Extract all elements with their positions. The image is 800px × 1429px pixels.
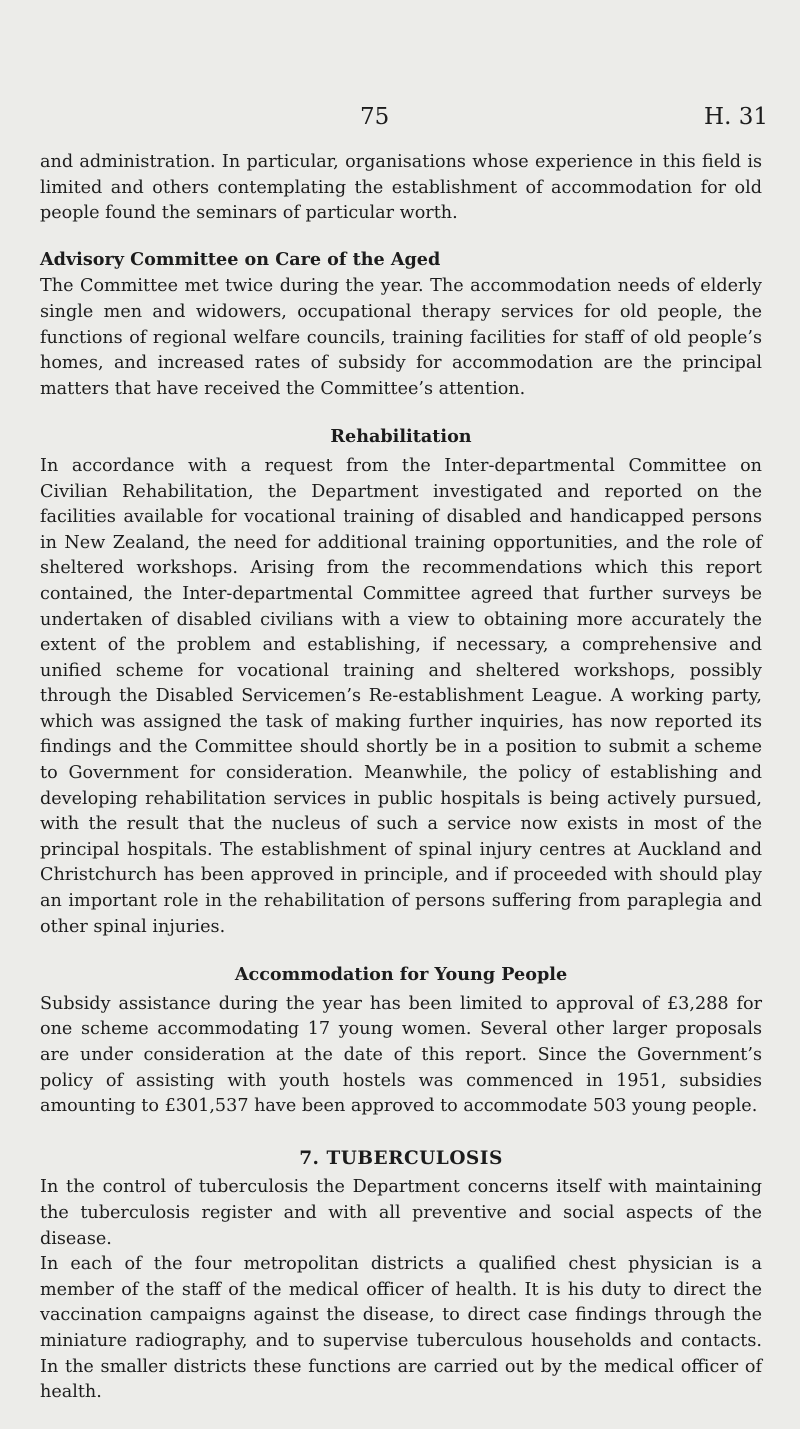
tuberculosis-paragraph-2: In each of the four metropolitan districts a qualified chest physician is a member of the staff of the medical officer of health. It is his duty to direct the vaccination campaigns against the disease, to direct case findings through the miniature radiography, and to supervise tuberculous households and contacts. In the smaller districts these functions are carried out by the medical officer of health. xyxy=(40,1254,762,1403)
young-people-paragraph: Subsidy assistance during the year has been limited to approval of £3,288 for one scheme accommodating 17 young women. Several other larger proposals are under consideration at the date of this report. Since the Government’s policy of assisting with youth hostels was commenced in 1951, subsidies amounting to £301,537 have been approved to accommodate 503 young people. xyxy=(40,993,762,1117)
rehabilitation-paragraph: In accordance with a request from the Inter-departmental Committee on Civilian Rehabilitation, the Department investigated and reported on the facilities available for vocational training of disabled and handicapped persons in New Zealand, the need for additional training opportunities, and the role of sheltered workshops. Arising from the recommendations which this report contained, the Inter-departmental Committee agreed that further surveys be undertaken of disabled civilians with a view to obtaining more accurately the extent of the problem and establishing, if necessary, a comprehensive and unified scheme for vocational training and sheltered workshops, possibly through the Disabled Servicemen’s Re-establishment League. A working party, which was assigned the task of making further inquiries, has now reported its findings and the Committee should shortly be in a position to submit a scheme to Government for consideration. Meanwhile, the policy of establishing and developing rehabilitation services in public hospitals is being actively pursued, with the result that the nucleus of such a service now exists in most of the principal hospitals. The establishment of spinal injury centres at Auckland and Christchurch has been approved in principle, and if proceeded with should play an important role in the rehabilitation of persons suffering from paraplegia and other spinal injuries. xyxy=(40,455,762,937)
tuberculosis-heading: 7. TUBERCULOSIS xyxy=(299,1147,503,1169)
intro-paragraph: and administration. In particular, organisations whose experience in this field is limited and others contemplating the establishment of accommodation for old people found the seminars of particular worth. xyxy=(40,152,762,224)
tuberculosis-paragraph-1: In the control of tuberculosis the Department concerns itself with maintaining the tuberculosis register and with all preventive and social aspects of the disease. xyxy=(40,1177,762,1249)
aged-committee-paragraph: The Committee met twice during the year. The accommodation needs of elderly single men and widowers, occupational therapy services for old people, the functions of regional welfare councils, training facilities for staff of old people’s homes, and increased rates of subsidy for accommodation are the principal matters that have received the Committee’s attention. xyxy=(40,276,762,399)
rehabilitation-heading: Rehabilitation xyxy=(330,426,472,448)
page-number: 75 xyxy=(360,104,390,130)
page-body xyxy=(40,150,762,1406)
document-reference: H. 31 xyxy=(704,104,768,130)
aged-committee-heading: Advisory Committee on Care of the Aged xyxy=(40,248,441,270)
page-header xyxy=(0,100,800,140)
young-people-heading: Accommodation for Young People xyxy=(234,964,568,986)
